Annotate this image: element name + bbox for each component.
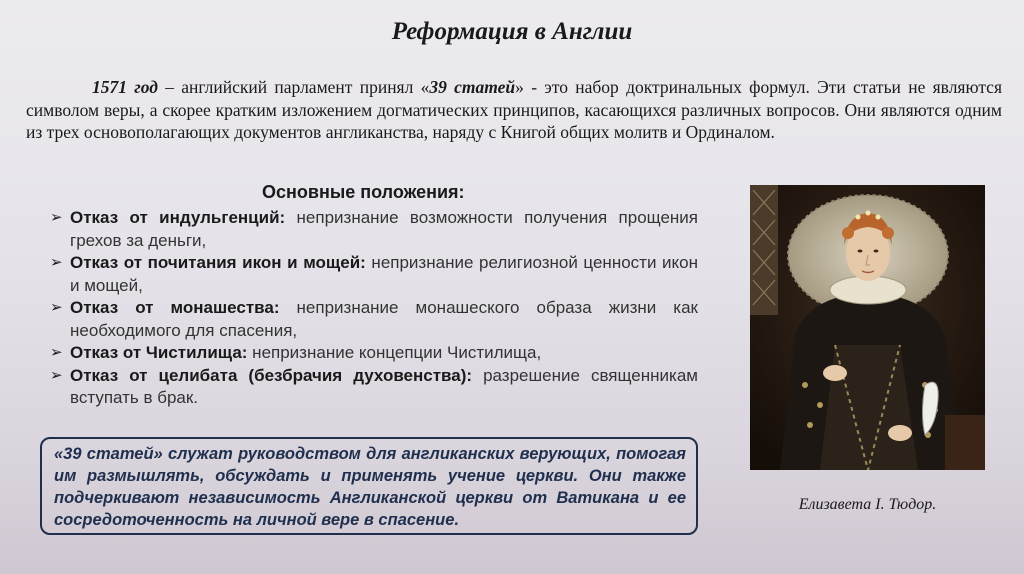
intro-text-1: – английский парламент принял « [157,77,430,97]
intro-year: 1571 год [92,77,158,97]
list-item [48,297,698,342]
portrait-painting-icon [750,185,985,470]
point-desc: непризнание религиозной ценности икон и мощей, [70,253,698,295]
point-term: Отказ от Чистилища: [70,343,248,362]
page-title: Реформация в Англии [391,18,633,45]
point-term: Отказ от целибата (безбрачия духовенства): [70,365,473,385]
point-desc: разрешение священникам вступать в брак. [70,365,698,407]
quote-box [40,437,698,535]
point-desc: непризнание возможности получения прощения грехов за деньги, [70,208,698,250]
arrow-bullet-icon: ➢ [50,299,63,316]
intro-paragraph [26,76,1002,144]
intro-text-2: » - это набор доктринальных формул. Эти статьи не являются символом веры, а скорее кратким изложением догматических принципов, касающихся различных вопросов. Они являются одним из трех основополагающих документов англиканства, наряду с Книгой общих молитв и Ординалом. [26,77,1003,142]
point-term: Отказ от индульгенций: [70,208,286,227]
quote-text: «39 статей» служат руководством для англиканских верующих, помогая им размышлять, обсуждать и применять учение церкви. Они также подчеркивают независимость Англиканской церкви от Ватикана и ее сосредоточенность на личной вере в спасение. [54,445,686,529]
list-item [48,342,698,365]
arrow-bullet-icon: ➢ [50,209,63,226]
list-item [48,252,698,297]
point-term: Отказ от почитания икон и мощей: [70,253,366,272]
list-item [48,207,698,252]
points-list [48,207,698,410]
arrow-bullet-icon: ➢ [50,344,63,361]
portrait-caption: Елизавета I. Тюдор. [798,496,937,513]
intro-articles: 39 статей [429,77,516,97]
point-desc: непризнание монашеского образа жизни как необходимого для спасения, [70,298,698,340]
portrait-image [750,185,985,470]
point-desc: непризнание концепции Чистилища, [247,343,542,362]
arrow-bullet-icon: ➢ [50,366,63,384]
section-heading: Основные положения: [262,182,465,202]
point-term: Отказ от монашества: [70,298,280,317]
list-item [48,365,698,410]
arrow-bullet-icon: ➢ [50,254,63,271]
